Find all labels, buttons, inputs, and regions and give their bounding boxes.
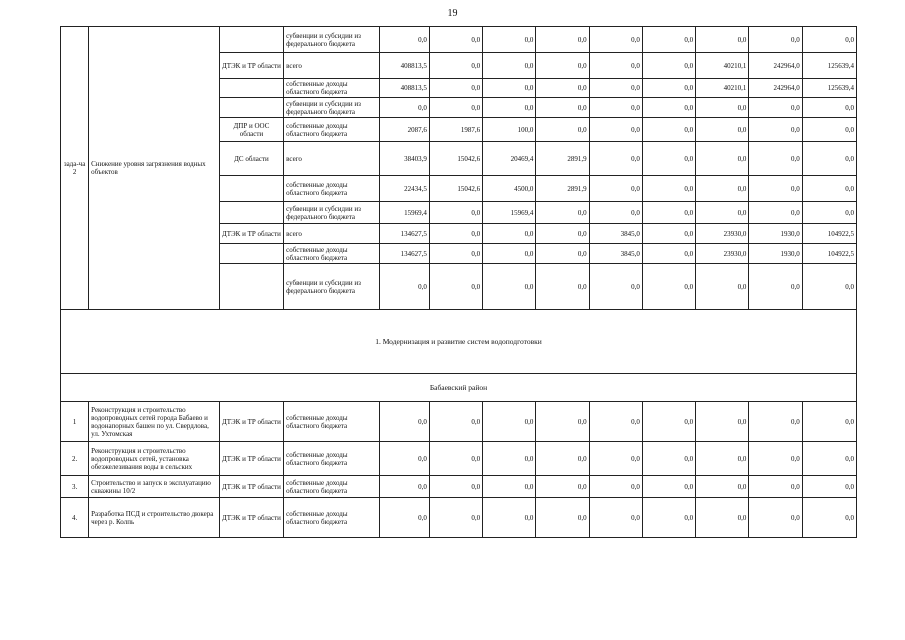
value-cell: 0,0 xyxy=(642,264,695,310)
value-cell: 0,0 xyxy=(802,264,856,310)
value-cell: 0,0 xyxy=(536,98,589,118)
value-cell: 40210,1 xyxy=(696,79,749,98)
value-cell: 40210,1 xyxy=(696,53,749,79)
funding-source-cell: собственные доходы областного бюджета xyxy=(284,402,379,442)
value-cell: 38403,9 xyxy=(379,142,429,176)
value-cell: 0,0 xyxy=(429,498,482,538)
value-cell: 0,0 xyxy=(802,476,856,498)
value-cell: 1930,0 xyxy=(749,224,802,244)
value-cell: 0,0 xyxy=(749,27,802,53)
value-cell: 1930,0 xyxy=(749,244,802,264)
value-cell: 0,0 xyxy=(589,442,642,476)
section-heading: Бабаевский район xyxy=(61,374,857,402)
executor-cell xyxy=(219,176,283,202)
value-cell: 0,0 xyxy=(483,264,536,310)
value-cell: 0,0 xyxy=(749,476,802,498)
value-cell: 2087,6 xyxy=(379,118,429,142)
table-row xyxy=(61,27,857,53)
value-cell: 0,0 xyxy=(749,118,802,142)
value-cell: 0,0 xyxy=(483,442,536,476)
value-cell: 0,0 xyxy=(429,244,482,264)
value-cell: 0,0 xyxy=(589,176,642,202)
funding-source-cell: всего xyxy=(284,224,379,244)
project-number-cell: 4. xyxy=(61,498,89,538)
value-cell: 0,0 xyxy=(589,264,642,310)
value-cell: 0,0 xyxy=(642,79,695,98)
funding-source-cell: собственные доходы областного бюджета xyxy=(284,118,379,142)
project-number-cell: 2. xyxy=(61,442,89,476)
executor-cell xyxy=(219,79,283,98)
value-cell: 0,0 xyxy=(379,98,429,118)
value-cell: 0,0 xyxy=(642,118,695,142)
funding-source-cell: субвенции и субсидии из федерального бюджета xyxy=(284,264,379,310)
value-cell: 0,0 xyxy=(483,476,536,498)
value-cell: 0,0 xyxy=(589,476,642,498)
value-cell: 0,0 xyxy=(536,79,589,98)
value-cell: 20469,4 xyxy=(483,142,536,176)
value-cell: 134627,5 xyxy=(379,244,429,264)
task-number: зада-ча 2 xyxy=(63,160,86,176)
funding-source-cell: собственные доходы областного бюджета xyxy=(284,176,379,202)
value-cell: 0,0 xyxy=(802,118,856,142)
value-cell: 0,0 xyxy=(696,202,749,224)
executor-cell xyxy=(219,264,283,310)
value-cell: 0,0 xyxy=(429,27,482,53)
value-cell: 0,0 xyxy=(696,402,749,442)
value-cell: 0,0 xyxy=(483,98,536,118)
value-cell: 0,0 xyxy=(696,27,749,53)
value-cell: 0,0 xyxy=(379,498,429,538)
value-cell: 0,0 xyxy=(379,402,429,442)
value-cell: 0,0 xyxy=(696,142,749,176)
value-cell: 23930,0 xyxy=(696,244,749,264)
value-cell: 0,0 xyxy=(642,142,695,176)
value-cell: 0,0 xyxy=(429,98,482,118)
project-number-cell: 3. xyxy=(61,476,89,498)
value-cell: 0,0 xyxy=(589,27,642,53)
project-name-cell: Разработка ПСД и строительство дюкера через р. Колпь xyxy=(89,498,220,538)
value-cell: 0,0 xyxy=(802,176,856,202)
table-row xyxy=(61,442,857,476)
funding-source-cell: собственные доходы областного бюджета xyxy=(284,476,379,498)
value-cell: 0,0 xyxy=(802,202,856,224)
value-cell: 0,0 xyxy=(483,53,536,79)
executor-cell: ДТЭК и ТР области xyxy=(219,53,283,79)
task-name: Снижение уровня загрязнения водных объектов xyxy=(91,160,206,176)
value-cell: 408813,5 xyxy=(379,53,429,79)
value-cell: 0,0 xyxy=(749,176,802,202)
task-number-cell xyxy=(61,27,89,310)
value-cell: 0,0 xyxy=(696,98,749,118)
value-cell: 242964,0 xyxy=(749,53,802,79)
value-cell: 0,0 xyxy=(589,402,642,442)
table-row xyxy=(61,310,857,374)
value-cell: 0,0 xyxy=(589,53,642,79)
value-cell: 2891,9 xyxy=(536,176,589,202)
value-cell: 3845,0 xyxy=(589,244,642,264)
value-cell: 125639,4 xyxy=(802,53,856,79)
value-cell: 100,0 xyxy=(483,118,536,142)
project-name-cell: Строительство и запуск в эксплуатацию скважины 10/2 xyxy=(89,476,220,498)
value-cell: 0,0 xyxy=(483,27,536,53)
value-cell: 0,0 xyxy=(642,53,695,79)
task-name-cell xyxy=(89,27,220,310)
value-cell: 0,0 xyxy=(536,498,589,538)
value-cell: 0,0 xyxy=(536,27,589,53)
table-row xyxy=(61,374,857,402)
value-cell: 0,0 xyxy=(802,402,856,442)
value-cell: 104922,5 xyxy=(802,224,856,244)
value-cell: 0,0 xyxy=(429,402,482,442)
value-cell: 0,0 xyxy=(749,264,802,310)
project-name-cell: Реконструкция и строительство водопроводных сетей города Бабаево и водонапорных башен по ул. Свердлова, ул. Ухтомская xyxy=(89,402,220,442)
value-cell: 0,0 xyxy=(749,202,802,224)
value-cell: 125639,4 xyxy=(802,79,856,98)
value-cell: 2891,9 xyxy=(536,142,589,176)
value-cell: 0,0 xyxy=(696,176,749,202)
value-cell: 15042,6 xyxy=(429,142,482,176)
value-cell: 0,0 xyxy=(749,402,802,442)
funding-source-cell: субвенции и субсидии из федерального бюджета xyxy=(284,202,379,224)
value-cell: 0,0 xyxy=(642,98,695,118)
value-cell: 0,0 xyxy=(642,442,695,476)
value-cell: 0,0 xyxy=(749,498,802,538)
value-cell: 0,0 xyxy=(802,442,856,476)
value-cell: 0,0 xyxy=(589,79,642,98)
value-cell: 0,0 xyxy=(536,264,589,310)
funding-source-cell: субвенции и субсидии из федерального бюджета xyxy=(284,27,379,53)
value-cell: 0,0 xyxy=(696,498,749,538)
value-cell: 0,0 xyxy=(483,79,536,98)
funding-source-cell: собственные доходы областного бюджета xyxy=(284,79,379,98)
value-cell: 0,0 xyxy=(536,244,589,264)
value-cell: 0,0 xyxy=(802,498,856,538)
executor-cell: ДПР и ООС области xyxy=(219,118,283,142)
executor-cell: ДТЭК и ТР области xyxy=(219,476,283,498)
value-cell: 0,0 xyxy=(429,442,482,476)
value-cell: 0,0 xyxy=(379,27,429,53)
funding-source-cell: всего xyxy=(284,53,379,79)
executor-cell: ДТЭК и ТР области xyxy=(219,224,283,244)
value-cell: 0,0 xyxy=(802,98,856,118)
executor-cell: ДТЭК и ТР области xyxy=(219,402,283,442)
value-cell: 15969,4 xyxy=(483,202,536,224)
value-cell: 0,0 xyxy=(749,442,802,476)
value-cell: 0,0 xyxy=(642,476,695,498)
value-cell: 0,0 xyxy=(696,442,749,476)
value-cell: 0,0 xyxy=(589,118,642,142)
value-cell: 0,0 xyxy=(589,142,642,176)
value-cell: 0,0 xyxy=(429,476,482,498)
value-cell: 22434,5 xyxy=(379,176,429,202)
value-cell: 0,0 xyxy=(589,98,642,118)
executor-cell xyxy=(219,98,283,118)
budget-table xyxy=(60,26,857,538)
table-row xyxy=(61,498,857,538)
funding-source-cell: всего xyxy=(284,142,379,176)
value-cell: 3845,0 xyxy=(589,224,642,244)
value-cell: 0,0 xyxy=(642,498,695,538)
value-cell: 0,0 xyxy=(642,244,695,264)
value-cell: 0,0 xyxy=(642,202,695,224)
executor-cell: ДТЭК и ТР области xyxy=(219,442,283,476)
table-row xyxy=(61,476,857,498)
value-cell: 0,0 xyxy=(642,27,695,53)
executor-cell: ДТЭК и ТР области xyxy=(219,498,283,538)
value-cell: 134627,5 xyxy=(379,224,429,244)
table-row xyxy=(61,402,857,442)
value-cell: 0,0 xyxy=(429,224,482,244)
section-heading: 1. Модернизация и развитие систем водоподготовки xyxy=(61,310,857,374)
value-cell: 0,0 xyxy=(696,476,749,498)
value-cell: 0,0 xyxy=(379,264,429,310)
value-cell: 15969,4 xyxy=(379,202,429,224)
value-cell: 15042,6 xyxy=(429,176,482,202)
value-cell: 0,0 xyxy=(429,53,482,79)
value-cell: 0,0 xyxy=(536,442,589,476)
value-cell: 23930,0 xyxy=(696,224,749,244)
executor-cell: ДС области xyxy=(219,142,283,176)
page-number: 19 xyxy=(447,8,458,19)
value-cell: 0,0 xyxy=(483,244,536,264)
value-cell: 0,0 xyxy=(589,498,642,538)
value-cell: 408813,5 xyxy=(379,79,429,98)
value-cell: 0,0 xyxy=(589,202,642,224)
executor-cell xyxy=(219,202,283,224)
value-cell: 0,0 xyxy=(379,442,429,476)
value-cell: 4500,0 xyxy=(483,176,536,202)
project-name-cell: Реконструкция и строительство водопроводных сетей, установка обезжелезивания воды в сельских xyxy=(89,442,220,476)
executor-cell xyxy=(219,27,283,53)
value-cell: 0,0 xyxy=(483,402,536,442)
value-cell: 0,0 xyxy=(696,264,749,310)
value-cell: 0,0 xyxy=(749,142,802,176)
value-cell: 1987,6 xyxy=(429,118,482,142)
value-cell: 0,0 xyxy=(536,202,589,224)
value-cell: 242964,0 xyxy=(749,79,802,98)
value-cell: 0,0 xyxy=(536,402,589,442)
funding-source-cell: собственные доходы областного бюджета xyxy=(284,244,379,264)
value-cell: 0,0 xyxy=(536,476,589,498)
value-cell: 0,0 xyxy=(429,202,482,224)
executor-cell xyxy=(219,244,283,264)
value-cell: 0,0 xyxy=(536,224,589,244)
value-cell: 0,0 xyxy=(642,224,695,244)
value-cell: 0,0 xyxy=(802,142,856,176)
value-cell: 0,0 xyxy=(429,79,482,98)
value-cell: 0,0 xyxy=(536,53,589,79)
value-cell: 0,0 xyxy=(483,498,536,538)
project-number-cell: 1 xyxy=(61,402,89,442)
value-cell: 104922,5 xyxy=(802,244,856,264)
value-cell: 0,0 xyxy=(802,27,856,53)
funding-source-cell: собственные доходы областного бюджета xyxy=(284,442,379,476)
value-cell: 0,0 xyxy=(536,118,589,142)
funding-source-cell: собственные доходы областного бюджета xyxy=(284,498,379,538)
value-cell: 0,0 xyxy=(696,118,749,142)
value-cell: 0,0 xyxy=(642,176,695,202)
funding-source-cell: субвенции и субсидии из федерального бюджета xyxy=(284,98,379,118)
value-cell: 0,0 xyxy=(749,98,802,118)
value-cell: 0,0 xyxy=(379,476,429,498)
value-cell: 0,0 xyxy=(429,264,482,310)
value-cell: 0,0 xyxy=(483,224,536,244)
table-body xyxy=(61,27,857,538)
value-cell: 0,0 xyxy=(642,402,695,442)
